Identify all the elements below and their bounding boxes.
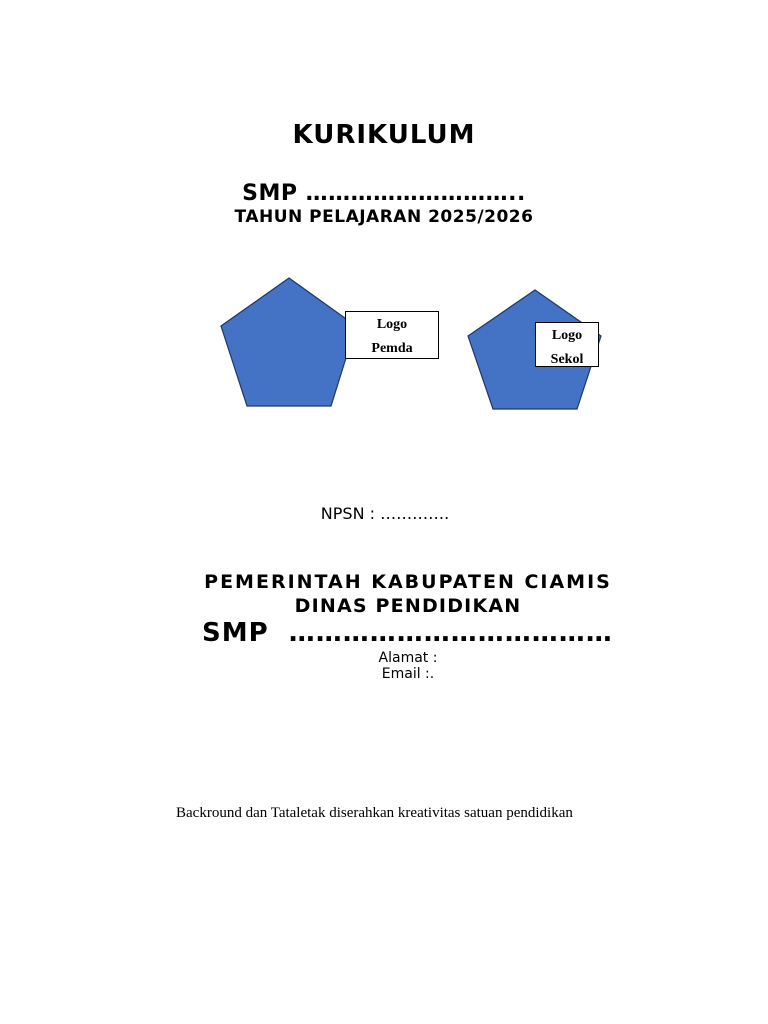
npsn-line: NPSN : ………….	[320, 504, 450, 523]
school-name-bottom: SMP ………………………………	[202, 618, 613, 648]
school-name-line: SMP ………………………..	[242, 181, 526, 206]
department-heading: DINAS PENDIDIKAN	[294, 595, 522, 617]
address-line: Alamat :	[378, 650, 438, 666]
academic-year: TAHUN PELAJARAN 2025/2026	[234, 207, 534, 227]
pemda-logo-pentagon	[221, 278, 356, 406]
email-line: Email :.	[381, 666, 435, 682]
logo-pemda-label-1: Logo	[376, 317, 408, 332]
logo-sekolah-label-1: Logo	[551, 328, 583, 343]
logo-pemda-placeholder	[345, 311, 439, 359]
logo-sekolah-placeholder	[535, 322, 599, 367]
logo-pemda-label-2: Pemda	[371, 341, 413, 356]
government-heading: PEMERINTAH KABUPATEN CIAMIS	[204, 571, 612, 593]
layout-note: Backround dan Tataletak diserahkan kreativitas satuan pendidikan	[176, 805, 573, 821]
document-title: KURIKULUM	[292, 120, 476, 150]
logo-sekolah-label-2: Sekol	[550, 352, 584, 367]
